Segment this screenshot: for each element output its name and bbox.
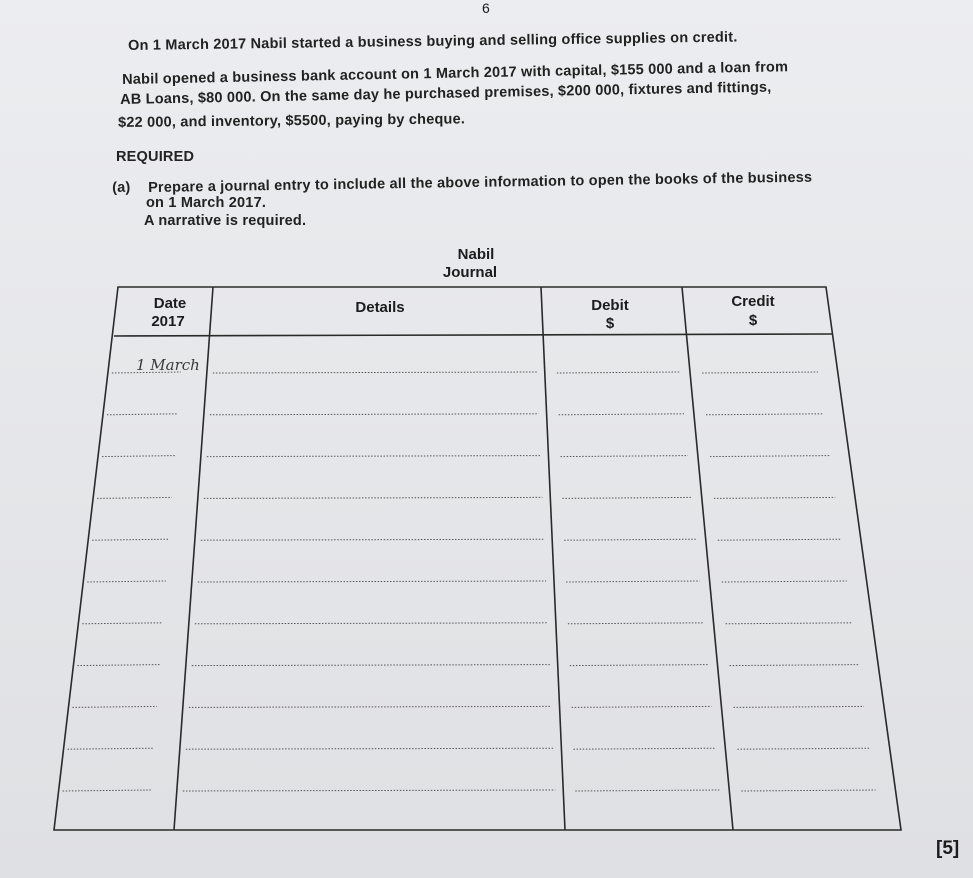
answer-line-row-11-col-4[interactable]	[741, 790, 875, 791]
col-header-credit-unit: $	[748, 312, 758, 329]
answer-line-row-3-col-2[interactable]	[207, 456, 541, 457]
answer-line-row-2-col-1[interactable]	[107, 414, 178, 415]
intro-line-3: AB Loans, $80 000. On the same day he purchased premises, $200 000, fixtures and fittings,	[120, 79, 772, 108]
answer-line-row-5-col-1[interactable]	[92, 539, 169, 540]
answer-line-row-1-col-3[interactable]	[557, 372, 680, 373]
intro-line-2: Nabil opened a business bank account on 1 March 2017 with capital, $155 000 and a loan from	[122, 59, 789, 88]
col-header-debit: Debit	[591, 297, 629, 314]
answer-line-row-4-col-4[interactable]	[714, 497, 835, 498]
col-header-credit: Credit	[731, 293, 775, 310]
col-header-details: Details	[355, 299, 405, 316]
answer-line-row-9-col-4[interactable]	[733, 706, 864, 707]
intro-line-1: On 1 March 2017 Nabil started a business buying and selling office supplies on credit.	[128, 29, 738, 54]
required-heading: REQUIRED	[116, 149, 195, 165]
answer-line-row-3-col-1[interactable]	[102, 456, 175, 457]
answer-line-row-1-col-4[interactable]	[702, 372, 818, 373]
answer-line-row-7-col-3[interactable]	[568, 623, 704, 624]
answer-line-row-3-col-3[interactable]	[560, 456, 687, 457]
header-divider	[114, 334, 832, 336]
answer-line-row-8-col-2[interactable]	[192, 665, 550, 666]
answer-line-row-8-col-4[interactable]	[730, 665, 859, 666]
answer-line-row-3-col-4[interactable]	[710, 456, 829, 457]
answer-line-row-11-col-2[interactable]	[183, 790, 555, 791]
question-a-line-3: A narrative is required.	[144, 213, 307, 229]
question-a-line-2: on 1 March 2017.	[146, 195, 267, 211]
answer-line-row-2-col-4[interactable]	[706, 414, 824, 415]
answer-line-row-10-col-4[interactable]	[737, 748, 869, 749]
answer-line-row-11-col-3[interactable]	[575, 790, 719, 791]
answer-line-row-4-col-2[interactable]	[204, 497, 543, 498]
answer-line-row-10-col-3[interactable]	[573, 748, 715, 749]
answer-line-row-10-col-2[interactable]	[186, 748, 554, 749]
answer-line-row-9-col-1[interactable]	[72, 706, 156, 707]
handwritten-date-entry[interactable]: 1 March	[136, 356, 200, 374]
answer-line-row-4-col-3[interactable]	[562, 497, 692, 498]
answer-line-row-5-col-3[interactable]	[564, 539, 696, 540]
answer-line-row-7-col-1[interactable]	[82, 623, 163, 624]
answer-line-row-5-col-4[interactable]	[718, 539, 841, 540]
page-number: 6	[482, 0, 490, 16]
answer-line-row-2-col-3[interactable]	[559, 414, 684, 415]
col-header-date-year: 2017	[151, 313, 185, 330]
answer-line-row-4-col-1[interactable]	[97, 497, 172, 498]
answer-line-row-6-col-1[interactable]	[87, 581, 166, 582]
col-header-date: Date	[153, 295, 187, 312]
answer-line-row-7-col-4[interactable]	[726, 623, 853, 624]
journal-owner-title: Nabil	[457, 246, 495, 263]
answer-line-row-5-col-2[interactable]	[201, 539, 544, 540]
answer-line-row-6-col-4[interactable]	[722, 581, 847, 582]
answer-line-row-11-col-1[interactable]	[63, 790, 151, 791]
question-a-line-1: Prepare a journal entry to include all the above information to open the books of the business	[148, 169, 813, 196]
intro-line-4: $22 000, and inventory, $5500, paying by cheque.	[118, 111, 466, 131]
answer-line-row-7-col-2[interactable]	[195, 623, 548, 624]
answer-line-row-8-col-1[interactable]	[77, 665, 159, 666]
answer-line-row-9-col-2[interactable]	[189, 706, 552, 707]
marks-allocation: [5]	[936, 838, 960, 859]
answer-lines	[63, 372, 876, 791]
question-a-label: (a)	[112, 179, 131, 196]
col-header-debit-unit: $	[605, 315, 615, 332]
journal-title: Journal	[442, 264, 498, 281]
answer-line-row-9-col-3[interactable]	[572, 706, 712, 707]
answer-line-row-8-col-3[interactable]	[570, 665, 708, 666]
answer-line-row-2-col-2[interactable]	[210, 414, 539, 415]
answer-line-row-6-col-2[interactable]	[198, 581, 546, 582]
answer-line-row-10-col-1[interactable]	[68, 748, 154, 749]
answer-line-row-6-col-3[interactable]	[566, 581, 700, 582]
answer-line-row-1-col-2[interactable]	[213, 372, 537, 373]
